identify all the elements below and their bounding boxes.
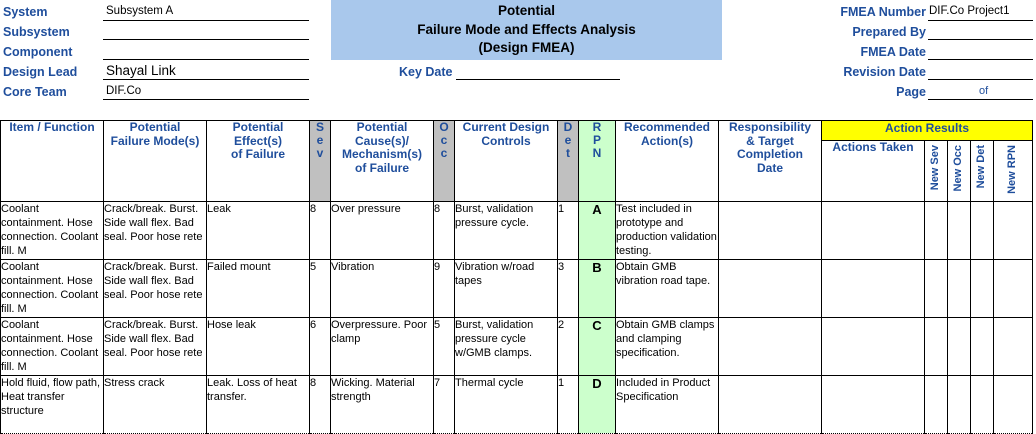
col-failure-mode (104, 121, 207, 202)
core-team-value[interactable]: DIF.Co (106, 85, 142, 97)
cell-det[interactable]: 3 (558, 260, 579, 318)
cell-new-rpn[interactable] (994, 260, 1033, 318)
col-effects-line2: Effect(s) (233, 133, 282, 148)
col-new-rpn (994, 141, 1033, 202)
col-effects-line1: Potential (232, 120, 284, 134)
cell-occ[interactable]: 5 (434, 318, 455, 376)
cell-controls[interactable]: Vibration w/road tapes (455, 260, 558, 318)
cell-occ[interactable]: 7 (434, 376, 455, 434)
cell-new-occ[interactable] (948, 318, 971, 376)
prepared-by-underline (928, 39, 1033, 40)
cell-new-det[interactable] (971, 202, 994, 260)
revision-date-underline (928, 79, 1033, 80)
cell-actions-taken[interactable] (822, 318, 925, 376)
col-responsibility-line1: Responsibility (728, 120, 811, 134)
col-rpn (579, 121, 616, 202)
cell-cause[interactable]: Wicking. Material strength (331, 376, 434, 434)
cell-det[interactable]: 1 (558, 202, 579, 260)
col-failure-mode-line1: Potential (129, 120, 181, 134)
cell-controls[interactable]: Burst, validation pressure cycle w/GMB clamps. (455, 318, 558, 376)
cell-sev[interactable]: 6 (310, 318, 331, 376)
cell-failure-mode[interactable]: Stress crack (104, 376, 207, 434)
table-row (1, 376, 1033, 434)
col-controls-line2: Controls (481, 133, 531, 148)
cell-responsibility[interactable] (719, 376, 822, 434)
cell-responsibility[interactable] (719, 318, 822, 376)
col-new-det (971, 141, 994, 202)
cell-cause[interactable]: Overpressure. Poor clamp (331, 318, 434, 376)
cell-effect[interactable]: Hose leak (207, 318, 310, 376)
page-underline (928, 99, 1033, 100)
title-line-3: (Design FMEA) (478, 40, 575, 55)
col-det (558, 121, 579, 202)
cell-item[interactable]: Coolant containment. Hose connection. Coolant fill. M (1, 202, 104, 260)
col-occ-o: O (439, 120, 449, 134)
col-det-d: D (563, 120, 573, 134)
col-actions-taken: Actions Taken (822, 141, 925, 202)
key-date-underline (456, 79, 620, 80)
subsystem-underline (103, 39, 309, 40)
fmea-date-label: FMEA Date (860, 45, 926, 59)
key-date-label: Key Date (399, 65, 453, 79)
cell-recommended[interactable]: Test included in prototype and production validation testing. (616, 202, 719, 260)
core-team-underline (103, 99, 309, 100)
cell-effect[interactable]: Leak. Loss of heat transfer. (207, 376, 310, 434)
cell-recommended[interactable]: Obtain GMB clamps and clamping specification. (616, 318, 719, 376)
col-recommended (616, 121, 719, 202)
cell-det[interactable]: 2 (558, 318, 579, 376)
col-sev (310, 121, 331, 202)
system-label: System (3, 5, 48, 19)
cell-new-rpn[interactable] (994, 376, 1033, 434)
fmea-number-label: FMEA Number (840, 5, 926, 19)
col-failure-mode-line2: Failure Mode(s) (110, 133, 200, 148)
cell-occ[interactable]: 8 (434, 202, 455, 260)
col-rpn-p: P (592, 133, 601, 147)
cell-det[interactable]: 1 (558, 376, 579, 434)
cell-new-sev[interactable] (925, 376, 948, 434)
col-rpn-n: N (592, 146, 602, 160)
cell-new-det[interactable] (971, 318, 994, 376)
cell-sev[interactable]: 5 (310, 260, 331, 318)
cell-actions-taken[interactable] (822, 202, 925, 260)
cell-rpn[interactable]: B (579, 260, 616, 318)
revision-date-label: Revision Date (843, 65, 926, 79)
col-causes-line4: of Failure (354, 160, 409, 175)
col-det-e: e (564, 133, 572, 147)
cell-recommended[interactable]: Included in Product Specification (616, 376, 719, 434)
col-new-occ-text: New Occ (952, 145, 965, 192)
cell-new-det[interactable] (971, 376, 994, 434)
col-new-sev (925, 141, 948, 202)
col-rpn-r: R (592, 120, 602, 134)
cell-item[interactable]: Coolant containment. Hose connection. Coolant fill. M (1, 260, 104, 318)
col-causes (331, 121, 434, 202)
cell-failure-mode[interactable]: Crack/break. Burst. Side wall flex. Bad seal. Poor hose rete (104, 260, 207, 318)
cell-sev[interactable]: 8 (310, 376, 331, 434)
cell-new-det[interactable] (971, 260, 994, 318)
cell-new-sev[interactable] (925, 318, 948, 376)
cell-failure-mode[interactable]: Crack/break. Burst. Side wall flex. Bad seal. Poor hose rete (104, 318, 207, 376)
system-underline (103, 20, 309, 21)
col-responsibility-line4: Date (756, 160, 783, 175)
col-item-function: Item / Function (1, 121, 104, 202)
cell-new-occ[interactable] (948, 202, 971, 260)
fmea-number-underline (928, 20, 1033, 21)
cell-rpn[interactable]: C (579, 318, 616, 376)
cell-responsibility[interactable] (719, 202, 822, 260)
cell-new-occ[interactable] (948, 260, 971, 318)
page-label: Page (896, 85, 926, 99)
col-new-det-text: New Det (975, 145, 988, 189)
fmea-number-value[interactable]: DIF.Co Project1 (929, 5, 1010, 17)
cell-actions-taken[interactable] (822, 376, 925, 434)
cell-new-occ[interactable] (948, 376, 971, 434)
cell-effect[interactable]: Failed mount (207, 260, 310, 318)
design-lead-value[interactable]: Shayal Link (106, 63, 176, 78)
col-recommended-line2: Action(s) (641, 133, 693, 148)
title-line-2: Failure Mode and Effects Analysis (417, 21, 636, 37)
col-causes-line2: Cause(s)/ (354, 133, 410, 148)
table-row (1, 260, 1033, 318)
col-occ-c1: c (440, 133, 448, 147)
col-effects-line3: of Failure (230, 147, 285, 161)
component-underline (103, 59, 309, 60)
cell-cause[interactable]: Over pressure (331, 202, 434, 260)
cell-rpn[interactable]: D (579, 376, 616, 434)
col-recommended-line1: Recommended (623, 120, 711, 134)
cell-new-rpn[interactable] (994, 202, 1033, 260)
system-value[interactable]: Subsystem A (106, 5, 174, 17)
cell-occ[interactable]: 9 (434, 260, 455, 318)
cell-responsibility[interactable] (719, 260, 822, 318)
col-occ-c2: c (440, 146, 448, 160)
cell-item[interactable]: Coolant containment. Hose connection. Coolant fill. M (1, 318, 104, 376)
col-new-occ (948, 141, 971, 202)
cell-failure-mode[interactable]: Crack/break. Burst. Side wall flex. Bad seal. Poor hose rete (104, 202, 207, 260)
fmea-date-underline (928, 59, 1033, 60)
col-new-sev-text: New Sev (929, 145, 942, 191)
design-lead-underline (103, 79, 309, 80)
col-occ (434, 121, 455, 202)
col-responsibility-line2: & Target (746, 133, 794, 148)
component-label: Component (3, 45, 73, 59)
cell-actions-taken[interactable] (822, 260, 925, 318)
fmea-title-box (331, 0, 722, 60)
col-sev-v: v (316, 146, 324, 160)
design-lead-label: Design Lead (3, 65, 78, 79)
cell-recommended[interactable]: Obtain GMB vibration road tape. (616, 260, 719, 318)
col-responsibility (719, 121, 822, 202)
table-row (1, 202, 1033, 260)
core-team-label: Core Team (3, 85, 67, 99)
col-sev-s: S (315, 120, 324, 134)
cell-rpn[interactable]: A (579, 202, 616, 260)
col-effects (207, 121, 310, 202)
col-new-rpn-text: New RPN (1006, 145, 1019, 195)
table-row (1, 318, 1033, 376)
cell-new-sev[interactable] (925, 260, 948, 318)
col-controls-line1: Current Design (462, 120, 550, 134)
col-sev-e: e (316, 133, 324, 147)
page-of-text: of (979, 85, 989, 97)
action-results-header: Action Results (822, 121, 1033, 141)
cell-effect[interactable]: Leak (207, 202, 310, 260)
col-causes-line1: Potential (356, 120, 408, 134)
prepared-by-label: Prepared By (852, 25, 926, 39)
cell-item[interactable]: Hold fluid, flow path, Heat transfer structure (1, 376, 104, 434)
cell-controls[interactable]: Burst, validation pressure cycle. (455, 202, 558, 260)
col-controls (455, 121, 558, 202)
cell-controls[interactable]: Thermal cycle (455, 376, 558, 434)
cell-new-rpn[interactable] (994, 318, 1033, 376)
cell-new-sev[interactable] (925, 202, 948, 260)
cell-cause[interactable]: Vibration (331, 260, 434, 318)
cell-sev[interactable]: 8 (310, 202, 331, 260)
title-line-1: Potential (497, 3, 555, 18)
col-causes-line3: Mechanism(s) (341, 147, 423, 161)
col-responsibility-line3: Completion (737, 147, 803, 161)
col-det-t: t (565, 146, 570, 160)
fmea-table (0, 120, 1033, 434)
subsystem-label: Subsystem (3, 25, 70, 39)
